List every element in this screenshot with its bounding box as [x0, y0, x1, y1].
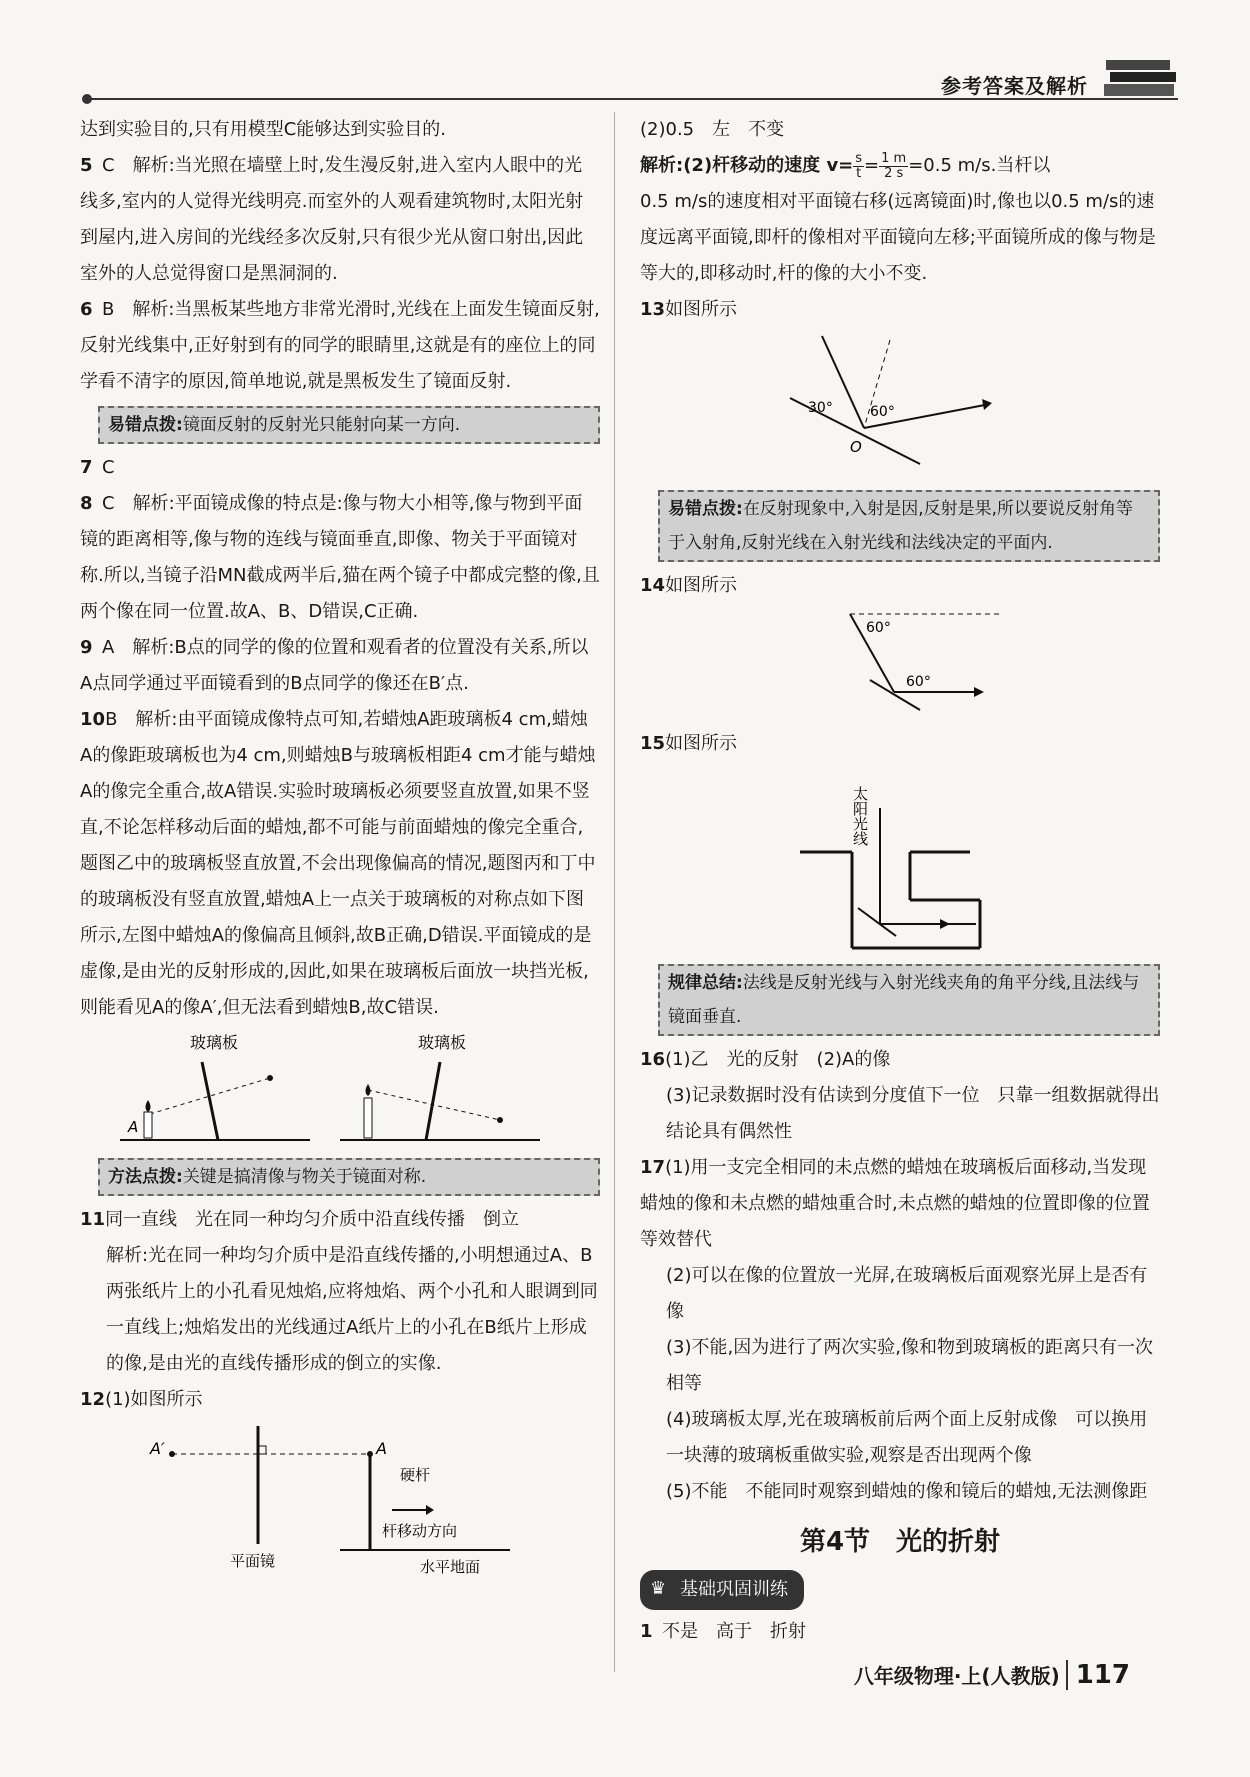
fig12-rod: 硬杆 [400, 1466, 431, 1484]
answer-9: 9 A 解析:B点的同学的像的位置和观看者的位置没有关系,所以A点同学通过平面镜看到的B点同学的像还在B′点. [80, 637, 589, 694]
answer-4-tail: 达到实验目的,只有用模型C能够达到实验目的. [80, 119, 447, 140]
fraction-s-t: $\frac{s}{t}$ [855, 150, 863, 181]
fig13-angle-2: 60° [870, 404, 895, 420]
page-number: 117 [1066, 1660, 1130, 1690]
reflection-figure-14 [770, 610, 1030, 720]
answer-17-part5: (5)不能 不能同时观察到蜡烛的像和镜后的蜡烛,无法测像距 [666, 1481, 1148, 1502]
tip-box-6: 易错点拨:镜面反射的反射光只能射向某一方向. [98, 406, 600, 444]
answer-6: 6 B 解析:当黑板某些地方非常光滑时,光线在上面发生镜面反射,反射光线集中,正好射到有的同学的眼睛里,这就是有的座位上的同学看不清字的原因,简单地说,就是黑板发生了镜面反射. [80, 299, 600, 392]
answer-15: 15如图所示 [640, 733, 738, 754]
fig12-mirror: 平面镜 [230, 1552, 276, 1570]
periscope-figure-15 [780, 768, 1020, 958]
answer-14: 14如图所示 [640, 575, 738, 596]
tip-box-15: 规律总结:法线是反射光线与入射光线夹角的角平分线,且法线与镜面垂直. [658, 964, 1160, 1036]
section4-answer-1: 1 不是 高于 折射 [640, 1621, 806, 1642]
glass-plate-figure [120, 1032, 560, 1152]
fig15-sun: 太阳光线 [851, 786, 869, 846]
mirror-rod-figure [130, 1424, 550, 1574]
fig10-label-1: 玻璃板 [190, 1033, 239, 1052]
answer-17-part4: (4)玻璃板太厚,光在玻璃板前后两个面上反射成像 可以换用一块薄的玻璃板重做实验,观察是否出现两个像 [666, 1409, 1148, 1466]
tip-box-13: 易错点拨:在反射现象中,入射是因,反射是果,所以要说反射角等于入射角,反射光线在入射光线和法线决定的平面内. [658, 490, 1160, 562]
practice-badge: ♛ 基础巩固训练 [640, 1570, 804, 1610]
right-column [640, 112, 1168, 1650]
reflection-figure-13 [770, 334, 1030, 484]
answer-11: 11同一直线 光在同一种均匀介质中沿直线传播 倒立 [80, 1209, 520, 1230]
answer-12-analysis-2: 0.5 m/s的速度相对平面镜右移(远离镜面)时,像也以0.5 m/s的速度远离平面镜,即杆的像相对平面镜向左移;平面镜所成的像与物是等大的,即移动时,杆的像的大小不变. [640, 191, 1156, 284]
answer-5: 5 C 解析:当光照在墙壁上时,发生漫反射,进入室内人眼中的光线多,室内的人觉得光线明亮.而室外的人观看建筑物时,太阳光射到屋内,进入房间的光线经多次反射,只有很少光从窗口射出,因此室外的人总觉得窗口是黑洞洞的. [80, 155, 584, 284]
books-icon [1102, 54, 1180, 102]
answer-10: 10B 解析:由平面镜成像特点可知,若蜡烛A距玻璃板4 cm,蜡烛A的像距玻璃板也为4 cm,则蜡烛B与玻璃板相距4 cm才能与蜡烛A的像完全重合,故A错误.实验时玻璃板必须要竖直放置,如果不竖直,不论怎样移动后面的蜡烛,都不可能与前面蜡烛的像完全重合,题图乙中的玻璃板竖直放置,不会出现像偏高的情况,题图丙和丁中的玻璃板没有竖直放置,蜡烛A上一点关于玻璃板的对称点如下图所示,左图中蜡烛A的像偏高且倾斜,故B正确,D错误.平面镜成的是虚像,是由光的反射形成的,因此,如果在玻璃板后面放一块挡光板,则能看见A的像A′,但无法看到蜡烛B,故C错误. [80, 709, 596, 1018]
answer-12: 12(1)如图所示 [80, 1389, 203, 1410]
fig13-o: O [850, 438, 862, 456]
footer: 八年级物理·上(人教版) 117 [853, 1660, 1130, 1690]
fig13-angle-1: 30° [808, 400, 833, 416]
answer-12-analysis-1: 解析:(2)杆移动的速度 v= $\frac{s}{t}$ = $\frac{1 m}{2 s}$ =0.5 m/s.当杆以 [640, 150, 1051, 181]
fig14-angle-1: 60° [866, 620, 891, 636]
answer-8: 8 C 解析:平面镜成像的特点是:像与物大小相等,像与物到平面镜的距离相等,像与物的连线与镜面垂直,即像、物关于平面镜对称.所以,当镜子沿MN截成两半后,猫在两个镜子中都成完整的像,且两个像在同一位置.故A、B、D错误,C正确. [80, 493, 600, 622]
fig10-label-2: 玻璃板 [418, 1033, 467, 1052]
answer-13: 13如图所示 [640, 299, 738, 320]
answer-11-analysis: 解析:光在同一种均匀介质中是沿直线传播的,小明想通过A、B两张纸片上的小孔看见烛焰,应将烛焰、两个小孔和人眼调到同一直线上;烛焰发出的光线通过A纸片上的小孔在B纸片上形成的像,是由光的直线传播形成的倒立的实像. [106, 1245, 598, 1374]
column-divider [614, 112, 615, 1672]
section-title: 第4节 光的折射 [799, 1527, 1001, 1557]
left-column [80, 112, 600, 1580]
answer-16-part3: (3)记录数据时没有估读到分度值下一位 只靠一组数据就得出结论具有偶然性 [666, 1085, 1160, 1142]
fig12-move: 杆移动方向 [382, 1522, 458, 1540]
answer-17-part2: (2)可以在像的位置放一光屏,在玻璃板后面观察光屏上是否有像 [666, 1265, 1148, 1322]
fig12-a: A [376, 1439, 387, 1458]
fig14-angle-2: 60° [906, 674, 931, 690]
answer-12-part2: (2)0.5 左 不变 [640, 119, 785, 140]
fraction-1m-2s: $\frac{1 m}{2 s}$ [881, 150, 907, 181]
fig12-ground: 水平地面 [420, 1558, 481, 1574]
tip-box-10: 方法点拨:关键是搞清像与物关于镜面对称. [98, 1158, 600, 1196]
answer-16: 16(1)乙 光的反射 (2)A的像 [640, 1049, 891, 1070]
fig10-a: A [128, 1118, 139, 1136]
answer-17: 17(1)用一支完全相同的未点燃的蜡烛在玻璃板后面移动,当发现蜡烛的像和未点燃的蜡烛重合时,未点燃的蜡烛的位置即像的位置 等效替代 [640, 1157, 1168, 1250]
answer-17-part3: (3)不能,因为进行了两次实验,像和物到玻璃板的距离只有一次相等 [666, 1337, 1153, 1394]
fig12-a-prime: A′ [150, 1439, 165, 1458]
header-title: 参考答案及解析 [941, 74, 1088, 98]
answer-7: 7 C [80, 457, 115, 478]
